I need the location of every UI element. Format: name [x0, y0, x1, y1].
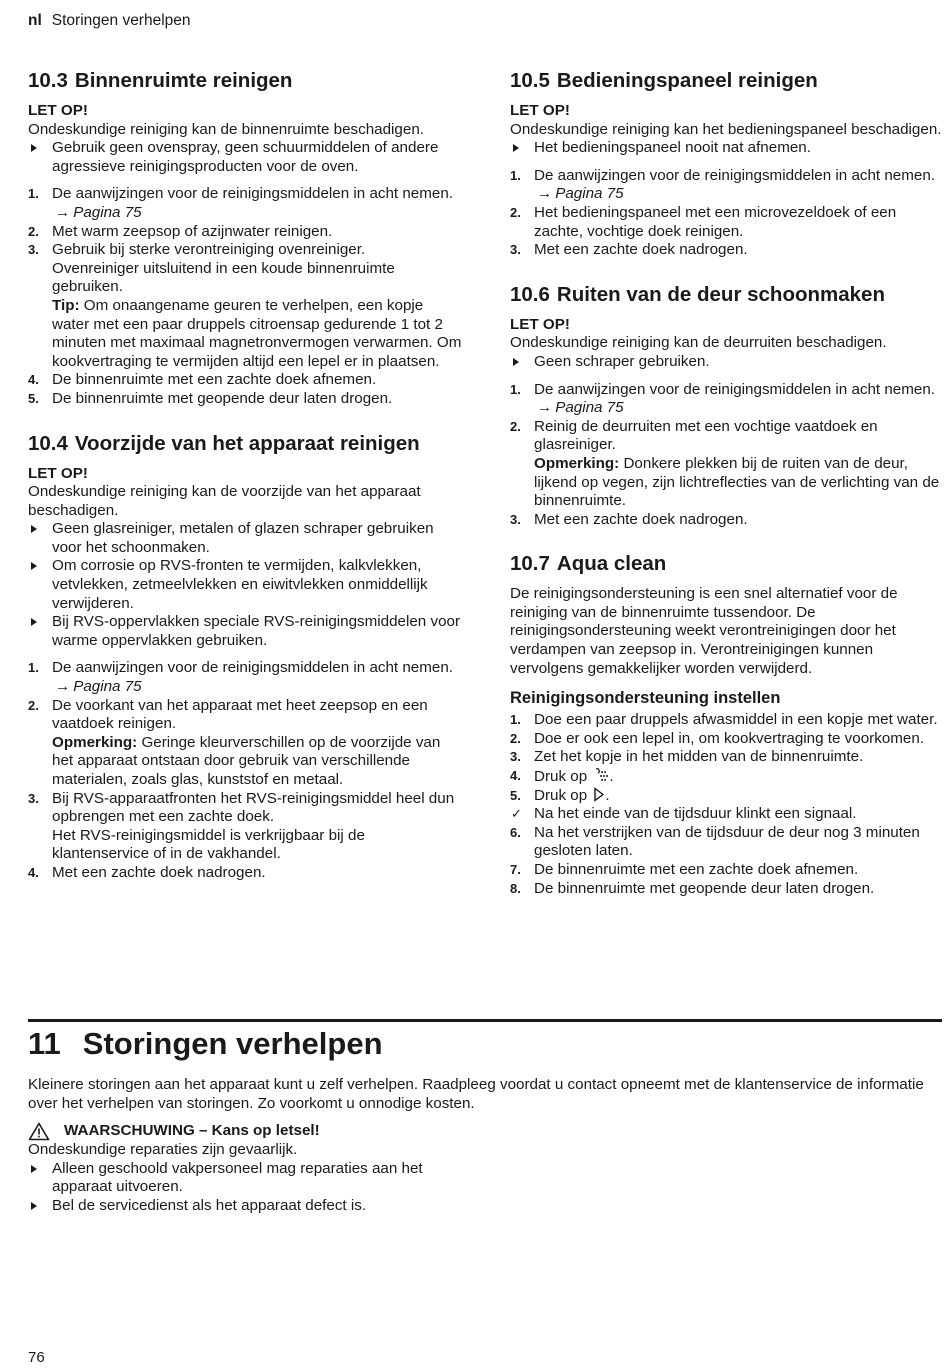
step-item: 7. De binnenruimte met een zachte doek afnemen. — [510, 861, 859, 878]
step-result: ✓ Na het einde van de tijdsduur klinkt een signaal. — [511, 805, 857, 823]
notice-label: LET OP! — [510, 102, 570, 119]
bullet-item: Om corrosie op RVS-fronten te vermijden, kalkvlekken, vetvlekken, zetmeelvlekken en eiwitvlekken onmiddellijk verwijderen. — [28, 557, 464, 613]
notice-label: LET OP! — [28, 464, 88, 482]
bullet-list — [510, 139, 942, 158]
left-column — [28, 68, 464, 899]
bullet-item: Alleen geschoold vakpersoneel mag reparaties aan het apparaat uitvoeren. — [28, 1160, 464, 1197]
section-10-6 — [510, 282, 942, 530]
step-item: 2. Reinig de deurruiten met een vochtige vaatdoek en glasreiniger. Opmerking: Donkere plekken bij de ruiten van de deur, lijkend op vegen, zijn lichtreflecties van de verlichting van de binnenruimte. — [510, 418, 942, 511]
section-heading: 10.6 Ruiten van de deur schoonmaken — [510, 282, 885, 306]
check-icon: ✓ — [511, 806, 522, 822]
step-list — [28, 659, 464, 882]
warning-heading: WAARSCHUWING – Kans op letsel! — [28, 1122, 942, 1141]
bullet-item: Geen schraper gebruiken. — [510, 353, 942, 372]
section-10-5 — [510, 68, 942, 260]
bullet-list — [28, 139, 464, 176]
step-item: 8. De binnenruimte met geopende deur laten drogen. — [510, 879, 875, 897]
step-item: 1. De aanwijzingen voor de reinigingsmiddelen in acht nemen. → Pagina 75 — [510, 380, 936, 417]
header-title: Storingen verhelpen — [51, 12, 191, 29]
page-reference[interactable]: → Pagina 75 — [55, 203, 142, 221]
chapter-body — [28, 1076, 942, 1216]
section-heading: 10.5 Bedieningspaneel reinigen — [510, 69, 818, 92]
notice-label: LET OP! — [28, 102, 88, 119]
notice-text: Ondeskundige reiniging kan de deurruiten beschadigen. — [510, 334, 887, 352]
step-item: 5. Druk op . — [510, 786, 610, 804]
step-item: 6. Na het verstrijken van de tijdsduur de deur nog 3 minuten gesloten laten. — [510, 823, 920, 860]
running-header — [28, 12, 191, 31]
page-reference[interactable]: → Pagina 75 — [55, 678, 142, 696]
step-list — [510, 167, 942, 260]
step-item: 2. De voorkant van het apparaat met heet zeepsop en een vaatdoek reinigen. Opmerking: Geringe kleurverschillen op de voorzijde van het apparaat ontstaan door gebruik van verschillende materialen, zoals glas, kunststof en metaal. — [28, 697, 464, 790]
bullet-item: Geen glasreiniger, metalen of glazen schraper gebruiken voor het schoonmaken. — [28, 520, 464, 557]
note-block: Opmerking: Geringe kleurverschillen op de voorzijde van het apparaat ontstaan door gebruik van verschillende materialen, zoals glas, kunststof en metaal. — [52, 733, 441, 788]
chapter-title: 11 Storingen verhelpen — [28, 1026, 383, 1061]
step-item: 3. Met een zachte doek nadrogen. — [510, 510, 748, 528]
bullet-item: Het bedieningspaneel nooit nat afnemen. — [510, 139, 942, 158]
step-item: 2. Met warm zeepsop of azijnwater reinigen. — [28, 222, 333, 240]
section-10-7 — [510, 551, 942, 898]
chapter-divider — [28, 1019, 942, 1022]
step-list — [510, 711, 942, 898]
step-item: 4. Druk op . — [510, 768, 614, 786]
section-10-3 — [28, 68, 464, 409]
subheading: Reinigingsondersteuning instellen — [510, 689, 781, 708]
step-item: 4. De binnenruimte met een zachte doek afnemen. — [28, 371, 377, 389]
step-item: 3. Zet het kopje in het midden van de binnenruimte. — [510, 748, 864, 766]
section-10-4 — [28, 431, 464, 883]
right-column — [510, 68, 942, 914]
step-item: 2. Doe er ook een lepel in, om kookvertraging te voorkomen. — [510, 729, 925, 747]
bullet-list — [28, 1160, 464, 1216]
step-list — [28, 185, 464, 408]
notice-label: LET OP! — [510, 315, 570, 333]
arrow-right-icon: → — [537, 399, 553, 417]
notice-text: Ondeskundige reiniging kan het bedieningspaneel beschadigen. — [510, 120, 942, 138]
step-item: 1. De aanwijzingen voor de reinigingsmiddelen in acht nemen. → Pagina 75 — [28, 185, 454, 221]
warning-text: Ondeskundige reparaties zijn gevaarlijk. — [28, 1141, 298, 1159]
arrow-right-icon: → — [55, 678, 71, 696]
notice-text: Ondeskundige reiniging kan de voorzijde van het apparaat beschadigen. — [28, 483, 421, 519]
aqua-clean-icon — [593, 767, 609, 783]
step-item: 3. Bij RVS-apparaatfronten het RVS-reinigingsmiddel heel dun opbrengen met een zachte doek. Het RVS-reinigingsmiddel is verkrijgbaar bij de klantenservice of in de vakhandel. — [28, 789, 455, 863]
page-number: 76 — [28, 1349, 45, 1366]
arrow-right-icon: → — [55, 203, 71, 221]
section-heading: 10.7 Aqua clean — [510, 552, 667, 576]
bullet-list — [510, 353, 942, 372]
warning-triangle-icon — [28, 1122, 50, 1141]
page-reference[interactable]: → Pagina 75 — [537, 185, 624, 203]
bullet-item: Bij RVS-oppervlakken speciale RVS-reinigingsmiddelen voor warme oppervlakken gebruiken. — [28, 613, 464, 650]
bullet-item: Bel de servicedienst als het apparaat defect is. — [28, 1197, 464, 1216]
step-item: 2. Het bedieningspaneel met een microvezeldoek of een zachte, vochtige doek reinigen. — [510, 203, 897, 240]
bullet-item: Gebruik geen ovenspray, geen schuurmiddelen of andere agressieve reinigingsproducten voor de oven. — [28, 139, 464, 176]
start-icon — [593, 787, 605, 802]
header-lang: nl — [28, 12, 42, 29]
section-heading: 10.3 Binnenruimte reinigen — [28, 69, 293, 92]
section-heading: 10.4 Voorzijde van het apparaat reinigen — [28, 431, 420, 455]
section-intro: De reinigingsondersteuning is een snel alternatief voor de reiniging van de binnenruimte tussendoor. De reinigingsondersteuning weekt verontreinigingen door het verdampen van zeepsop in. Verontreinigingen kunnen vervolgens gemakkelijker worden verwijderd. — [510, 585, 898, 677]
chapter-intro: Kleinere storingen aan het apparaat kunt u zelf verhelpen. Raadpleeg voordat u contact opneemt met de klantenservice de informatie over het verhelpen van storingen. Zo voorkomt u onnodige kosten. — [28, 1076, 924, 1112]
tip-block: Tip: Om onaangename geuren te verhelpen, een kopje water met een paar druppels citroensap gedurende 1 tot 2 minuten met maximaal magnetronvermogen verwarmen. Om kookvertraging te vermijden altijd een lepel er in plaatsen. — [52, 296, 462, 370]
arrow-right-icon: → — [537, 185, 553, 203]
page-reference[interactable]: → Pagina 75 — [537, 399, 624, 417]
step-item: 3. Met een zachte doek nadrogen. — [510, 241, 748, 259]
step-item: 3. Gebruik bij sterke verontreiniging ovenreiniger. Ovenreiniger uitsluitend in een koude binnenruimte gebruiken. Tip: Om onaangename geuren te verhelpen, een kopje water met een paar druppels citroensap gedurende 1 tot 2 minuten met maximaal magnetronvermogen verwarmen. Om kookvertraging te vermijden altijd een lepel er in plaatsen. — [28, 241, 464, 371]
step-item: 5. De binnenruimte met geopende deur laten drogen. — [28, 389, 393, 407]
note-block: Opmerking: Donkere plekken bij de ruiten van de deur, lijkend op vegen, zijn lichtreflecties van de verlichting van de binnenruimte. — [534, 454, 940, 510]
notice-text: Ondeskundige reiniging kan de binnenruimte beschadigen. — [28, 120, 424, 138]
step-item: 4. Met een zachte doek nadrogen. — [28, 863, 266, 881]
step-list — [510, 381, 942, 530]
bullet-list — [28, 520, 464, 650]
step-item: 1. De aanwijzingen voor de reinigingsmiddelen in acht nemen. → Pagina 75 — [510, 166, 936, 203]
step-item: 1. Doe een paar druppels afwasmiddel in een kopje met water. — [510, 711, 938, 729]
step-item: 1. De aanwijzingen voor de reinigingsmiddelen in acht nemen. → Pagina 75 — [28, 659, 454, 696]
